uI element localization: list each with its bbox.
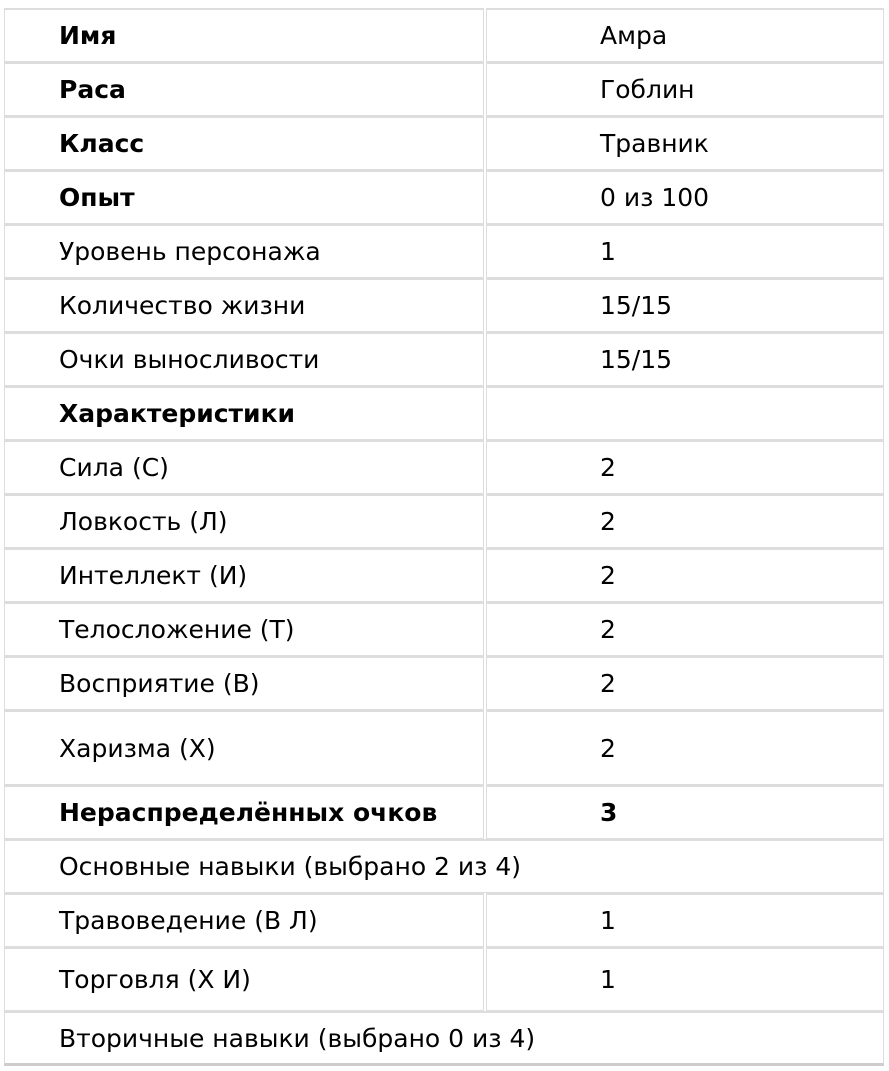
row-label: Восприятие (В) bbox=[4, 656, 484, 710]
row-value: 2 bbox=[486, 602, 884, 656]
row-value: 3 bbox=[486, 785, 884, 839]
table-row-intellect bbox=[4, 548, 886, 602]
table-row-class bbox=[4, 116, 886, 170]
row-label: Основные навыки (выбрано 2 из 4) bbox=[4, 839, 884, 893]
row-label: Травоведение (В Л) bbox=[4, 893, 484, 947]
table-row-secondary-skills-header bbox=[4, 1011, 886, 1066]
row-label: Ловкость (Л) bbox=[4, 494, 484, 548]
table-row-trading bbox=[4, 947, 886, 1011]
row-value: Амра bbox=[486, 8, 884, 62]
table-row-charisma bbox=[4, 710, 886, 785]
row-label: Харизма (Х) bbox=[4, 710, 484, 785]
row-value: 2 bbox=[486, 440, 884, 494]
row-value: Травник bbox=[486, 116, 884, 170]
row-label: Интеллект (И) bbox=[4, 548, 484, 602]
character-sheet-table bbox=[4, 8, 886, 1070]
row-value bbox=[486, 386, 884, 440]
row-value: 2 bbox=[486, 710, 884, 785]
table-row-herbalism bbox=[4, 893, 886, 947]
row-label: Очки выносливости bbox=[4, 332, 484, 386]
table-row-race bbox=[4, 62, 886, 116]
table-row-name bbox=[4, 8, 886, 62]
row-value: 15/15 bbox=[486, 278, 884, 332]
row-label: Торговля (Х И) bbox=[4, 947, 484, 1011]
row-label: Имя bbox=[4, 8, 484, 62]
table-row-stamina bbox=[4, 332, 886, 386]
row-value: 1 bbox=[486, 947, 884, 1011]
row-value: Гоблин bbox=[486, 62, 884, 116]
row-value: 1 bbox=[486, 224, 884, 278]
row-label: Класс bbox=[4, 116, 484, 170]
row-value: 0 из 100 bbox=[486, 170, 884, 224]
row-value: 2 bbox=[486, 548, 884, 602]
table-row-attributes-header bbox=[4, 386, 886, 440]
row-label: Телосложение (Т) bbox=[4, 602, 484, 656]
row-label: Сила (С) bbox=[4, 440, 484, 494]
row-value: 2 bbox=[486, 656, 884, 710]
table-row-experience bbox=[4, 170, 886, 224]
table-row-unallocated-points bbox=[4, 785, 886, 839]
table-row-primary-skills-header bbox=[4, 839, 886, 893]
row-label: Опыт bbox=[4, 170, 484, 224]
row-label: Количество жизни bbox=[4, 278, 484, 332]
row-value: 1 bbox=[486, 893, 884, 947]
table-row-perception bbox=[4, 656, 886, 710]
row-label: Нераспределённых очков bbox=[4, 785, 484, 839]
table-row-constitution bbox=[4, 602, 886, 656]
table-row-strength bbox=[4, 440, 886, 494]
table-row-level bbox=[4, 224, 886, 278]
row-label: Раса bbox=[4, 62, 484, 116]
row-value: 15/15 bbox=[486, 332, 884, 386]
row-label: Вторичные навыки (выбрано 0 из 4) bbox=[4, 1011, 884, 1066]
row-label: Уровень персонажа bbox=[4, 224, 484, 278]
table-row-health bbox=[4, 278, 886, 332]
table-row-agility bbox=[4, 494, 886, 548]
row-value: 2 bbox=[486, 494, 884, 548]
row-label: Характеристики bbox=[4, 386, 484, 440]
